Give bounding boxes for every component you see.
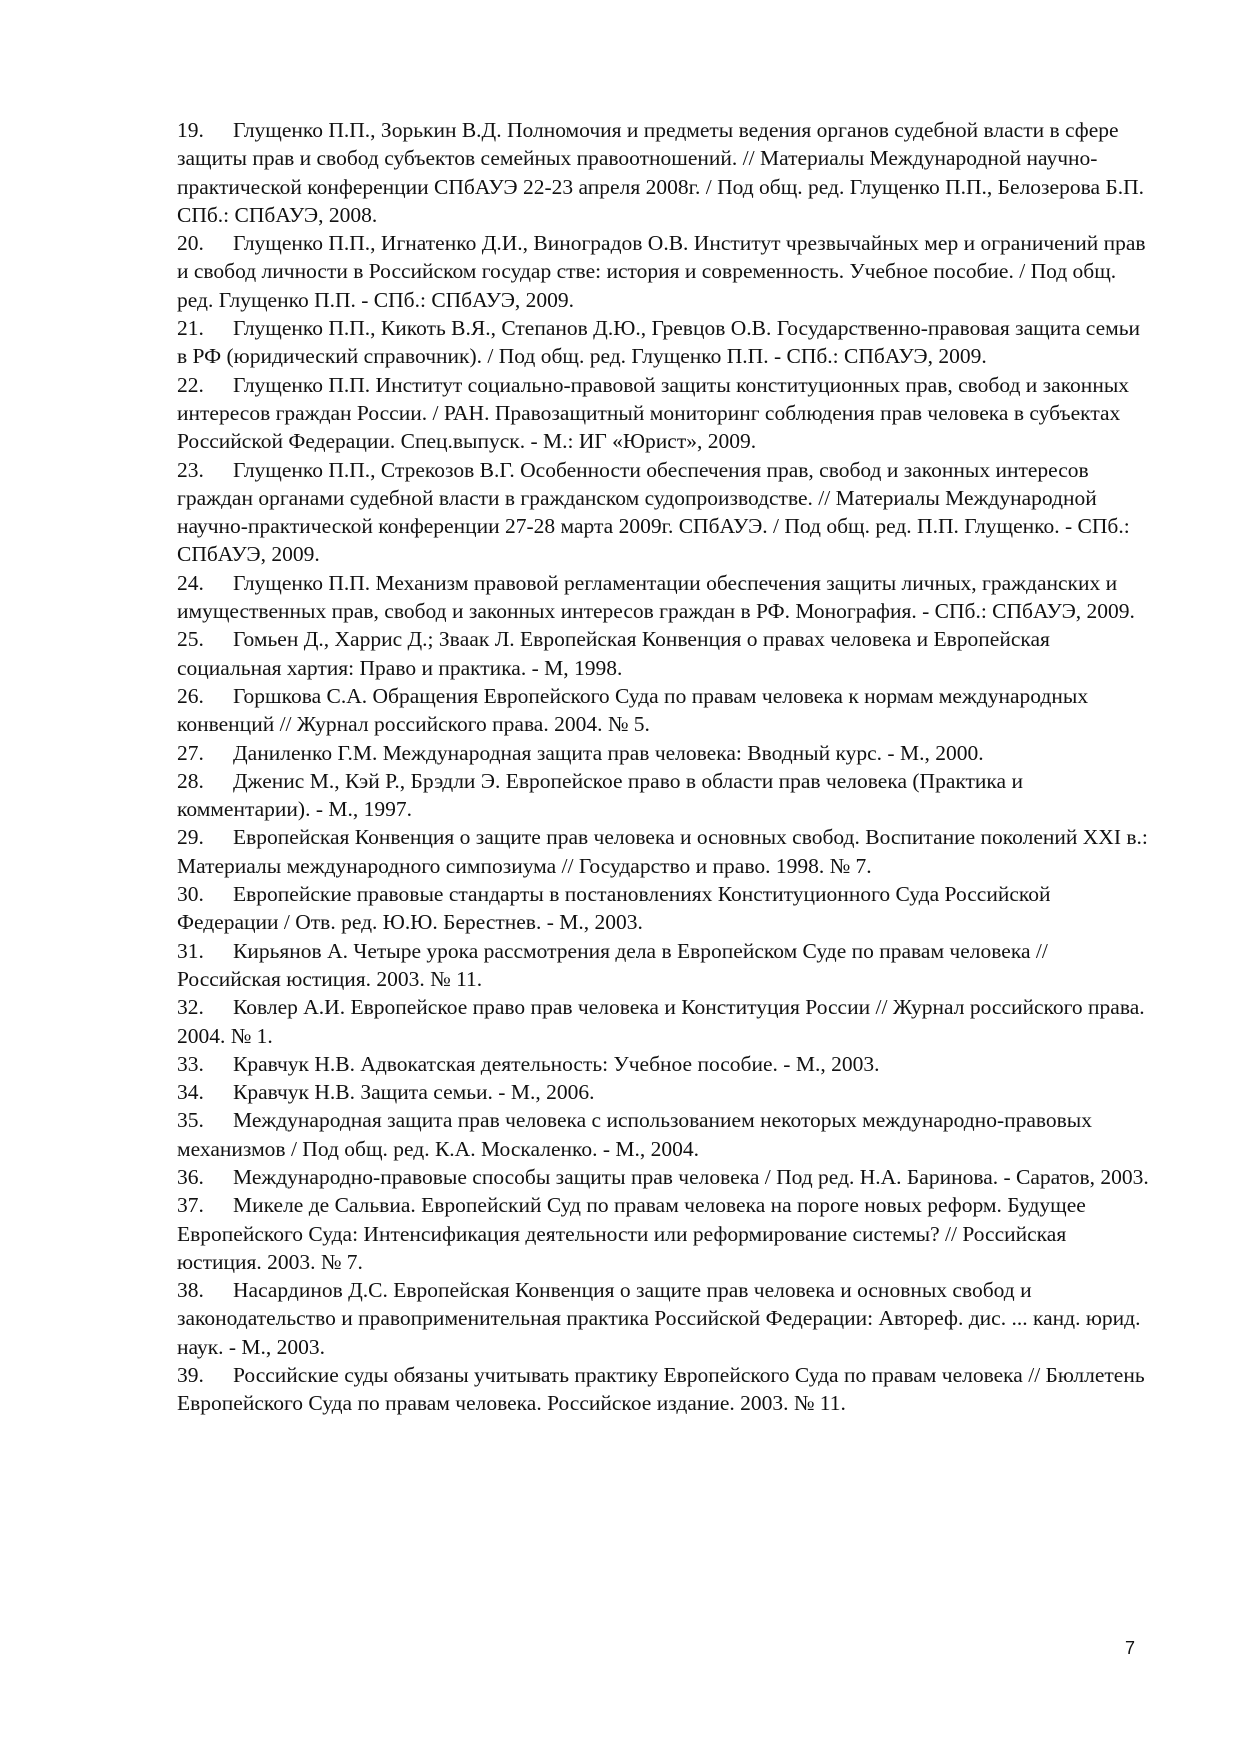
reference-text: Гомьен Д., Харрис Д.; Звaaк Л. Европейская Конвенция о правах человека и Европейская социальная хартия: Право и практика. - М, 1998. (177, 627, 1050, 680)
reference-text: Кравчук Н.В. Защита семьи. - М., 2006. (233, 1080, 595, 1105)
reference-item (177, 1106, 1152, 1163)
reference-number: 22. (177, 372, 204, 397)
reference-item (177, 456, 1152, 569)
reference-text: Российские суды обязаны учитывать практику Европейского Суда по правам человека // Бюллетень Европейского Суда по правам человека. Российское издание. 2003. № 11. (177, 1363, 1145, 1416)
reference-text: Микеле де Сальвиа. Европейский Суд по правам человека на пороге новых реформ. Будущее Европейского Суда: Интенсификация деятельности или реформирование системы? // Российская юстиция. 2003. № 7. (177, 1193, 1086, 1274)
reference-number: 34. (177, 1080, 204, 1105)
reference-text: Ковлер А.И. Европейское право прав человека и Конституция России // Журнал российского права. 2004. № 1. (177, 995, 1145, 1048)
reference-text: Кирьянов А. Четыре урока рассмотрения дела в Европейском Суде по правам человека // Российская юстиция. 2003. № 11. (177, 938, 1048, 991)
reference-item (177, 625, 1152, 682)
reference-number: 21. (177, 316, 204, 341)
reference-item (177, 767, 1152, 824)
reference-number: 28. (177, 768, 204, 793)
reference-item (177, 1050, 1152, 1078)
reference-text: Дженис М., Кэй Р., Брэдли Э. Европейское право в области прав человека (Практика и комментарии). - М., 1997. (177, 768, 1023, 822)
reference-item (177, 116, 1152, 229)
reference-item (177, 371, 1152, 456)
reference-text: Глущенко П.П. Механизм правовой регламентации обеспечения защиты личных, гражданских и имущественных прав, свобод и законных интересов граждан в РФ. Монография. - СПб.: СПбАУЭ, 2009. (177, 570, 1135, 624)
reference-list (177, 116, 1152, 1418)
reference-item (177, 739, 1152, 767)
reference-number: 32. (177, 995, 204, 1020)
reference-number: 33. (177, 1051, 204, 1076)
reference-text: Горшкова С.А. Обращения Европейского Суда по правам человека к нормам международных конвенций // Журнал российского права. 2004. № 5. (177, 683, 1089, 737)
reference-item (177, 1191, 1152, 1276)
reference-item (177, 1078, 1152, 1106)
reference-text: Кравчук Н.В. Адвокатская деятельность: Учебное пособие. - М., 2003. (233, 1051, 880, 1076)
reference-text: Глущенко П.П., Кикоть В.Я., Степанов Д.Ю., Гревцов О.В. Государственно-правовая защита семьи в РФ (юридический справочник). / Под общ. ред. Глущенко П.П. - СПб.: СПбАУЭ, 2009. (177, 316, 1141, 369)
reference-number: 29. (177, 825, 204, 850)
reference-number: 31. (177, 938, 204, 963)
reference-text: Международная защита прав человека с использованием некоторых международно-правовых механизмов / Под общ. ред. К.А. Москаленко. - М., 2004. (177, 1108, 1093, 1161)
reference-number: 25. (177, 627, 204, 652)
reference-text: Европейская Конвенция о защите прав человека и основных свобод. Воспитание поколений XXI в.: Материалы международного симпозиума // Государство и право. 1998. № 7. (177, 825, 1148, 878)
reference-item (177, 314, 1152, 371)
reference-number: 39. (177, 1363, 204, 1388)
reference-text: Европейские правовые стандарты в постановлениях Конституционного Суда Российской Федерации / Отв. ред. Ю.Ю. Берестнев. - М., 2003. (177, 882, 1051, 935)
page-number: 7 (1125, 1638, 1136, 1658)
reference-number: 24. (177, 570, 204, 595)
reference-number: 20. (177, 231, 204, 256)
reference-item (177, 1163, 1152, 1191)
reference-text: Международно-правовые способы защиты прав человека / Под ред. Н.А. Баринова. - Саратов, 2003. (233, 1164, 1149, 1189)
reference-number: 35. (177, 1108, 204, 1133)
reference-item (177, 823, 1152, 880)
reference-item (177, 993, 1152, 1050)
reference-item (177, 880, 1152, 937)
reference-text: Даниленко Г.М. Международная защита прав человека: Вводный курс. - М., 2000. (233, 740, 984, 765)
reference-text: Глущенко П.П., Игнатенко Д.И., Виноградов О.В. Институт чрезвычайных мер и ограничений прав и свобод личности в Российском государ стве: история и современность. Учебное пособие. / Под общ. ред. Глущенко П.П. - СПб.: СПбАУЭ, 2009. (177, 231, 1146, 312)
reference-item (177, 937, 1152, 994)
reference-number: 36. (177, 1164, 204, 1189)
reference-number: 37. (177, 1193, 204, 1218)
reference-item (177, 569, 1152, 626)
reference-text: Насардинов Д.С. Европейская Конвенция о защите прав человека и основных свобод и законодательство и правоприменительная практика Российской Федерации: Автореф. дис. ... канд. юрид. наук. - М., 2003. (177, 1278, 1141, 1359)
reference-item (177, 682, 1152, 739)
reference-number: 26. (177, 683, 204, 708)
reference-item (177, 1361, 1152, 1418)
reference-number: 30. (177, 882, 204, 907)
reference-text: Глущенко П.П., Стрекозов В.Г. Особенности обеспечения прав, свобод и законных интересов граждан органами судебной власти в гражданском судопроизводстве. // Материалы Международной научно-практической конференции 27-28 марта 2009г. СПбАУЭ. / Под общ. ред. П.П. Глущенко. - СПб.: СПбАУЭ, 2009. (177, 457, 1130, 567)
reference-text: Глущенко П.П. Институт социально-правовой защиты конституционных прав, свобод и законных интересов граждан России. / РАН. Правозащитный мониторинг соблюдения прав человека в субъектах Российской Федерации. Спец.выпуск. - М.: ИГ «Юрист», 2009. (177, 372, 1130, 454)
reference-text: Глущенко П.П., Зорькин В.Д. Полномочия и предметы ведения органов судебной власти в сфере защиты прав и свобод субъектов семейных правоотношений. // Материалы Международной научно-практической конференции СПбАУЭ 22-23 апреля 2008г. / Под общ. ред. Глущенко П.П., Белозерова Б.П. СПб.: СПбАУЭ, 2008. (177, 118, 1144, 227)
reference-number: 23. (177, 457, 204, 482)
reference-item (177, 1276, 1152, 1361)
reference-item (177, 229, 1152, 314)
reference-number: 38. (177, 1278, 204, 1303)
reference-number: 27. (177, 740, 204, 765)
reference-number: 19. (177, 118, 204, 142)
